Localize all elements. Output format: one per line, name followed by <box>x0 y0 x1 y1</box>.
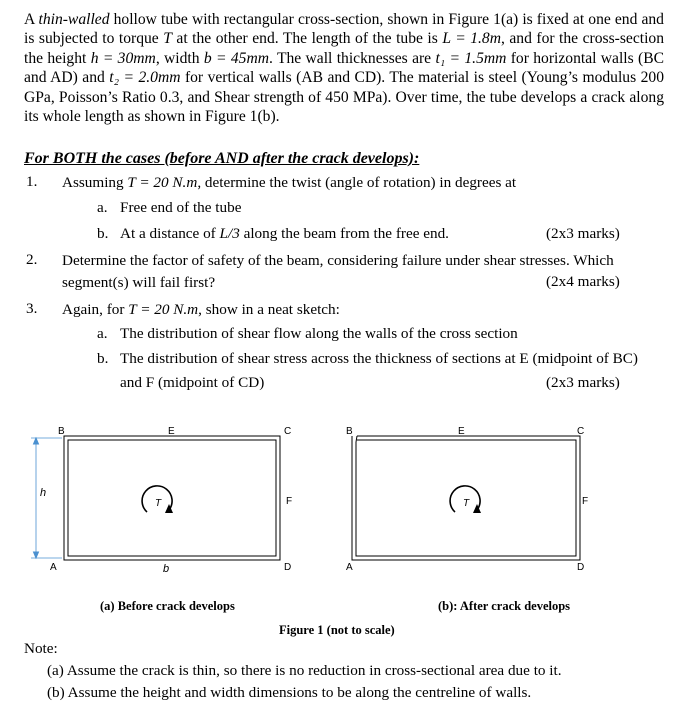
label-b-A: A <box>346 562 353 573</box>
h-dimension <box>31 438 62 558</box>
q2-line2: segment(s) will fail first? <box>62 274 216 291</box>
label-b-T: T <box>463 498 470 509</box>
caption-b: (b): After crack develops <box>438 599 571 613</box>
figure-caption: Figure 1 (not to scale) <box>279 623 395 637</box>
note-a: (a) Assume the crack is thin, so there is no reduction in cross-sectional area due to it. <box>47 662 562 679</box>
q2-line1: Determine the factor of safety of the beam, considering failure under shear stresses. Which <box>62 252 614 269</box>
figure-diagram <box>0 420 694 620</box>
note-heading: Note: <box>24 640 58 657</box>
note-b: (b) Assume the height and width dimensions to be along the centreline of walls. <box>47 684 532 701</box>
q1-number: 1. <box>26 173 38 190</box>
label-b-C: C <box>577 426 585 437</box>
q3-number: 3. <box>26 300 38 317</box>
q3-marks: (2x3 marks) <box>546 374 620 391</box>
label-a-C: C <box>284 426 292 437</box>
q1-text: Assuming T = 20 N.m, determine the twist (angle of rotation) in degrees at <box>62 174 517 191</box>
label-a-B: B <box>58 426 65 437</box>
label-a-T: T <box>155 498 162 509</box>
label-b-F: F <box>582 496 589 507</box>
q1-marks: (2x3 marks) <box>546 225 620 242</box>
label-a-A: A <box>50 562 57 573</box>
label-a-D: D <box>284 562 292 573</box>
label-a-b: b <box>163 563 170 575</box>
q3-text: Again, for T = 20 N.m, show in a neat sketch: <box>62 301 340 318</box>
q1a-label: a. <box>97 199 108 216</box>
q3b-line1: The distribution of shear stress across the thickness of sections at E (midpoint of BC) <box>120 350 638 367</box>
q2-number: 2. <box>26 251 38 268</box>
label-b-B: B <box>346 426 353 437</box>
section-heading: For BOTH the cases (before AND after the crack develops): <box>24 150 420 167</box>
q2-marks: (2x4 marks) <box>546 273 620 290</box>
label-a-E: E <box>168 426 175 437</box>
q3a-text: The distribution of shear flow along the walls of the cross section <box>120 325 518 342</box>
q1b-text: At a distance of L/3 along the beam from the free end. <box>120 225 449 242</box>
label-a-F: F <box>286 496 293 507</box>
q3a-label: a. <box>97 325 108 342</box>
label-b-D: D <box>577 562 585 573</box>
caption-a: (a) Before crack develops <box>100 599 235 613</box>
intro-paragraph: A thin-walled hollow tube with rectangular cross-section, shown in Figure 1(a) is fixed at one end and is subjected to torque T at the other end. The length of the tube is L = 1.8m, and for the cross-section the height h = 30mm, width b = 45mm. The wall thicknesses are t₁ = 1.5mm for horizontal walls (BC and AD) and t₂ = 2.0mm for vertical walls (AB and CD). The material is steel (Young’s modulus 200 GPa, Poisson’s Ratio 0.3, and Shear strength of 450 MPa). Over time, the tube develops a crack along its whole length as shown in Figure 1(b). <box>24 11 665 126</box>
q1a-text: Free end of the tube <box>120 199 242 216</box>
label-a-h: h <box>40 487 47 499</box>
q3b-line2: and F (midpoint of CD) <box>120 374 265 391</box>
q1b-label: b. <box>97 225 109 242</box>
label-b-E: E <box>458 426 465 437</box>
q3b-label: b. <box>97 350 109 367</box>
